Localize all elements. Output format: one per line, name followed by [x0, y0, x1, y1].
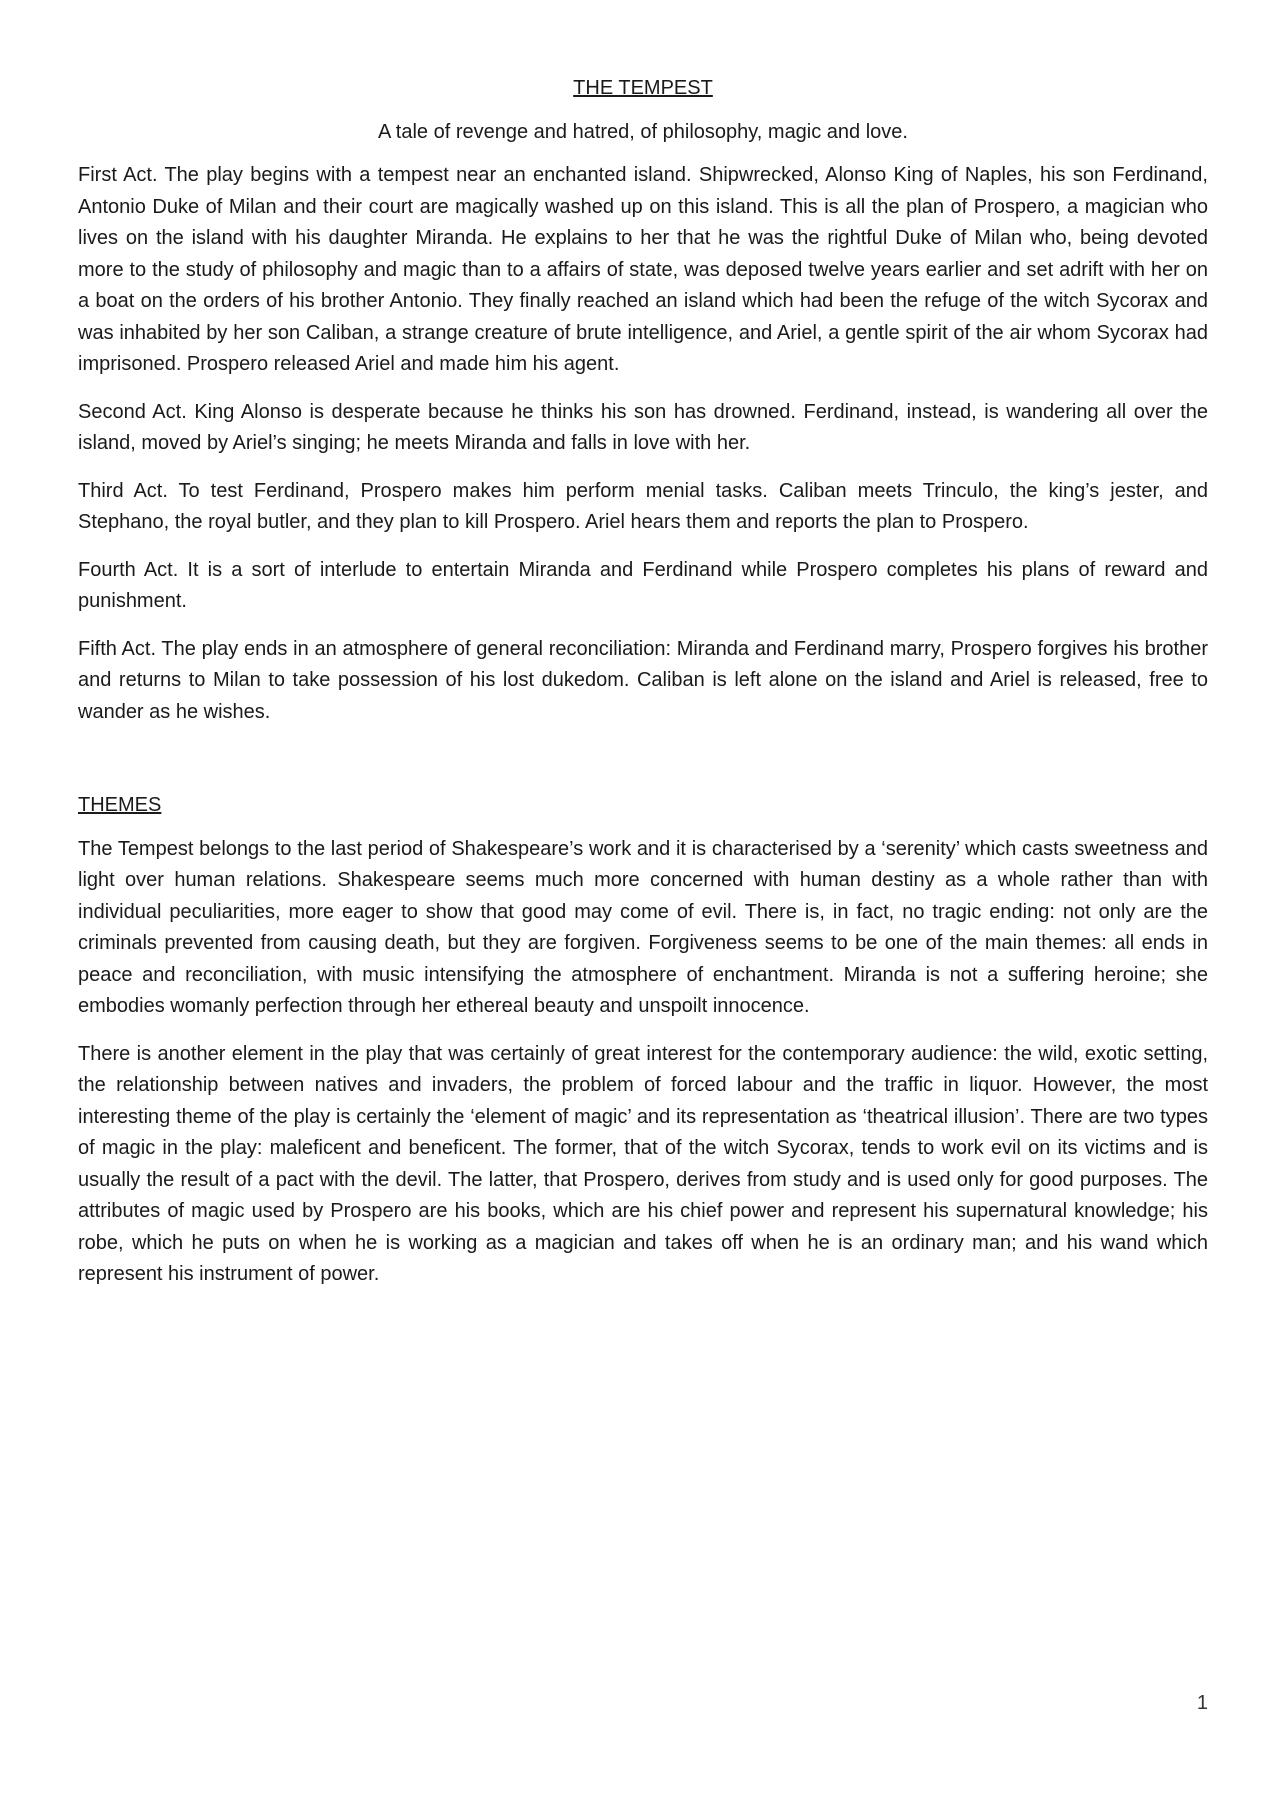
plot-paragraph-third-act: Third Act. To test Ferdinand, Prospero makes him perform menial tasks. Caliban meets Trinculo, the king’s jester, and Stephano, the royal butler, and they plan to kill Prospero. Ariel hears them and reports the plan to Prospero. — [78, 479, 1208, 533]
themes-paragraph: The Tempest belongs to the last period of Shakespeare’s work and it is characterised by a ‘serenity’ which casts sweetness and light over human relations. Shakespeare seems much more concerned with human destiny as a whole rather than with individual peculiarities, more eager to show that good may come of evil. There is, in fact, no tragic ending: not only are the criminals prevented from causing death, but they are forgiven. Forgiveness seems to be one of the main themes: all ends in peace and reconciliation, with music intensifying the atmosphere of enchantment. Miranda is not a suffering heroine; she embodies womanly perfection through her ethereal beauty and unspoilt innocence. — [78, 837, 1208, 1017]
plot-paragraph-first-act: First Act. The play begins with a tempest near an enchanted island. Shipwrecked, Alonso King of Naples, his son Ferdinand, Antonio Duke of Milan and their court are magically washed up on this island. This is all the plan of Prospero, a magician who lives on the island with his daughter Miranda. He explains to her that he was the rightful Duke of Milan who, being devoted more to the study of philosophy and magic than to a affairs of state, was deposed twelve years earlier and set adrift with her on a boat on the orders of his brother Antonio. They finally reached an island which had been the refuge of the witch Sycorax and was inhabited by her son Caliban, a strange creature of brute intelligence, and Ariel, a gentle spirit of the air whom Sycorax had imprisoned. Prospero released Ariel and made him his agent. — [78, 164, 1208, 375]
document-title: THE TEMPEST — [573, 77, 713, 99]
themes-paragraph: There is another element in the play that was certainly of great interest for the contemporary audience: the wild, exotic setting, the relationship between natives and invaders, the problem of forced labour and the traffic in liquor. However, the most interesting theme of the play is certainly the ‘element of magic’ and its representation as ‘theatrical illusion’. There are two types of magic in the play: maleficent and beneficent. The former, that of the witch Sycorax, tends to work evil on its victims and is usually the result of a pact with the devil. The latter, that Prospero, derives from study and is used only for good purposes. The attributes of magic used by Prospero are his books, which are his chief power and represent his supernatural knowledge; his robe, which he puts on when he is working as a magician and takes off when he is an ordinary man; and his wand which represent his instrument of power. — [78, 1042, 1208, 1285]
plot-paragraph-second-act: Second Act. King Alonso is desperate because he thinks his son has drowned. Ferdinand, instead, is wandering all over the island, moved by Ariel’s singing; he meets Miranda and falls in love with her. — [78, 400, 1208, 454]
plot-paragraph-fifth-act: Fifth Act. The play ends in an atmosphere of general reconciliation: Miranda and Ferdinand marry, Prospero forgives his brother and returns to Milan to take possession of his lost dukedom. Caliban is left alone on the island and Ariel is released, free to wander as he wishes. — [78, 637, 1208, 723]
page-number: 1 — [1196, 1692, 1208, 1714]
document-subtitle: A tale of revenge and hatred, of philosophy, magic and love. — [378, 120, 908, 143]
plot-paragraph-fourth-act: Fourth Act. It is a sort of interlude to entertain Miranda and Ferdinand while Prospero completes his plans of reward and punishment. — [78, 558, 1208, 612]
themes-heading: THEMES — [78, 794, 162, 816]
document-body — [78, 73, 1208, 1307]
